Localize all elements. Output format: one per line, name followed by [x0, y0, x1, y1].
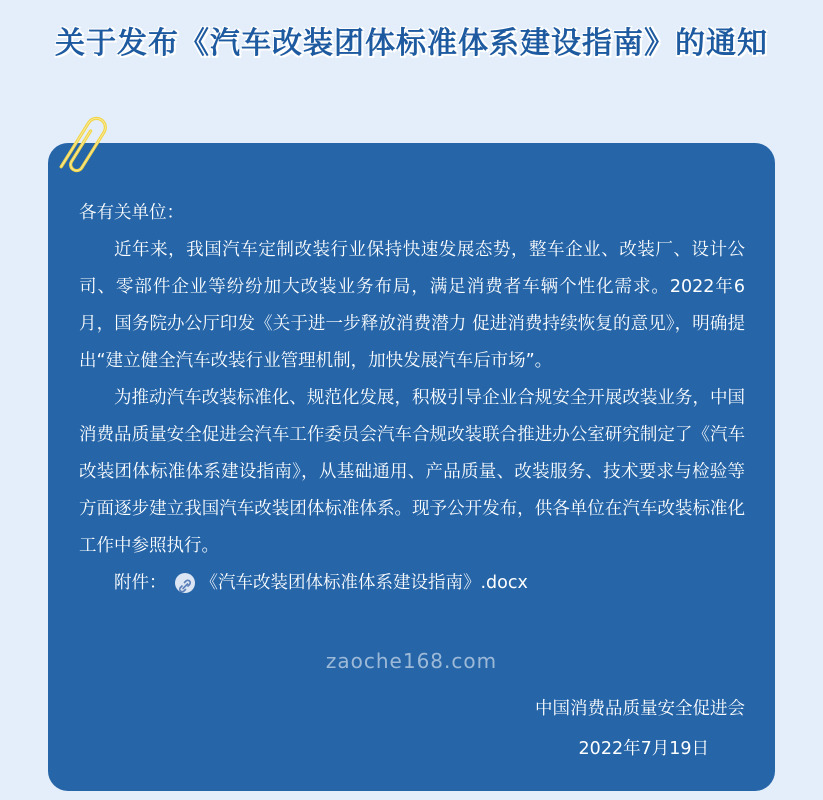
paragraph-1: 近年来，我国汽车定制改装行业保持快速发展态势，整车企业、改装厂、设计公司、零部件企业等纷纷加大改装业务布局，满足消费者车辆个性化需求。2022年6月，国务院办公厅印发《关于进一步释放消费潜力 促进消费持续恢复的意见》，明确提出“建立健全汽车改装行业管理机制，加快发展汽车后市场”。: [79, 240, 745, 371]
salutation: 各有关单位：: [79, 203, 184, 223]
signature-date: 2022年7月19日: [578, 739, 709, 759]
paperclip-icon: [52, 105, 114, 185]
attachment-link[interactable]: 《汽车改装团体标准体系建设指南》.docx: [200, 573, 528, 593]
link-icon[interactable]: [175, 573, 195, 593]
notice-card: [48, 143, 775, 791]
page-title: 关于发布《汽车改装团体标准体系建设指南》的通知: [55, 26, 768, 61]
signature-organization: 中国消费品质量安全促进会: [535, 699, 745, 719]
watermark: zaoche168.com: [325, 649, 498, 673]
paragraph-2: 为推动汽车改装标准化、规范化发展，积极引导企业合规安全开展改装业务，中国消费品质量安全促进会汽车工作委员会汽车合规改装联合推进办公室研究制定了《汽车改装团体标准体系建设指南》，从基础通用、产品质量、改装服务、技术要求与检验等方面逐步建立我国汽车改装团体标准体系。现予公开发布，供各单位在汽车改装标准化工作中参照执行。: [79, 388, 745, 556]
attachment-row: [79, 565, 745, 602]
attachment-label: 附件：: [114, 573, 167, 593]
